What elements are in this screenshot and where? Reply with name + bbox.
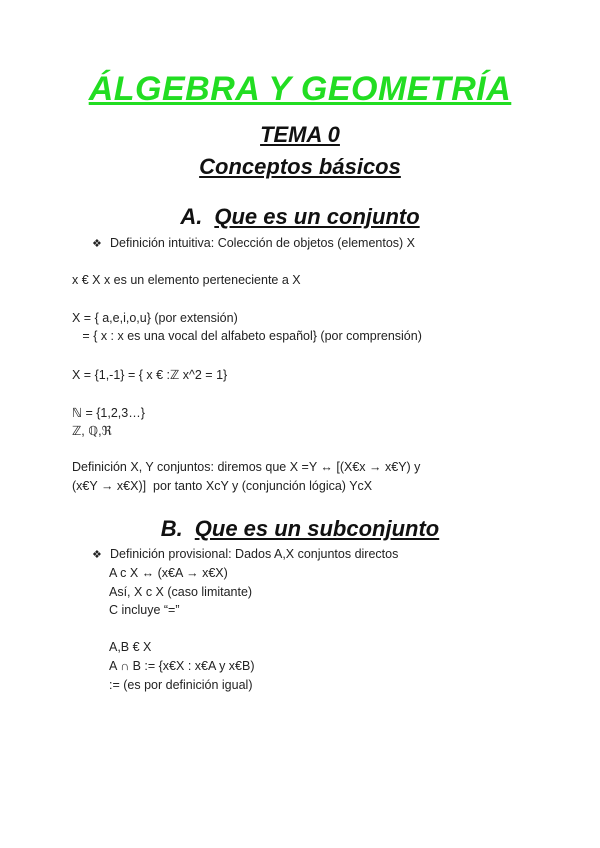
section-a-bullet — [92, 236, 415, 250]
topic-number: TEMA 0 — [260, 122, 340, 147]
section-a-heading — [0, 204, 600, 230]
document-title: ÁLGEBRA Y GEOMETRÍA — [88, 70, 512, 108]
text-line: ℕ = {1,2,3…} — [72, 406, 145, 420]
section-b-letter: B. — [160, 516, 183, 541]
text-line: = { x : x es una vocal del alfabeto español} (por comprensión) — [72, 329, 422, 343]
text-line: ℤ, ℚ,ℜ — [72, 424, 112, 438]
section-a-letter: A. — [180, 204, 203, 229]
section-b-heading — [0, 516, 600, 542]
section-b-title: Que es un subconjunto — [194, 516, 440, 541]
text-line: A,B € X — [109, 640, 152, 654]
text-line: A ∩ B := {x€X : x€A y x€B) — [109, 659, 255, 673]
text-line: X = {1,-1} = { x € :ℤ x^2 = 1} — [72, 368, 228, 382]
text-line: C incluye “=” — [109, 603, 180, 617]
diamond-bullet-icon: ❖ — [92, 549, 102, 561]
diamond-bullet-icon: ❖ — [92, 238, 102, 250]
text-line: Así, X c X (caso limitante) — [109, 585, 253, 599]
text-line: X = { a,e,i,o,u} (por extensión) — [72, 311, 238, 325]
bullet-text: Definición intuitiva: Colección de objetos (elementos) X — [110, 236, 416, 250]
text-line: x € X x es un elemento perteneciente a X — [72, 273, 301, 287]
topic-title: Conceptos básicos — [199, 154, 401, 179]
text-line: Definición X, Y conjuntos: diremos que X =Y ↔ [(X€x → x€Y) y — [72, 460, 421, 474]
section-b-bullet — [92, 547, 398, 561]
bullet-text: Definición provisional: Dados A,X conjuntos directos — [110, 547, 399, 561]
text-line: (x€Y → x€X)] por tanto XcY y (conjunción lógica) YcX — [72, 479, 373, 493]
section-a-title: Que es un conjunto — [214, 204, 420, 229]
text-line: A c X ↔ (x€A → x€X) — [109, 566, 228, 580]
text-line: := (es por definición igual) — [109, 678, 253, 692]
